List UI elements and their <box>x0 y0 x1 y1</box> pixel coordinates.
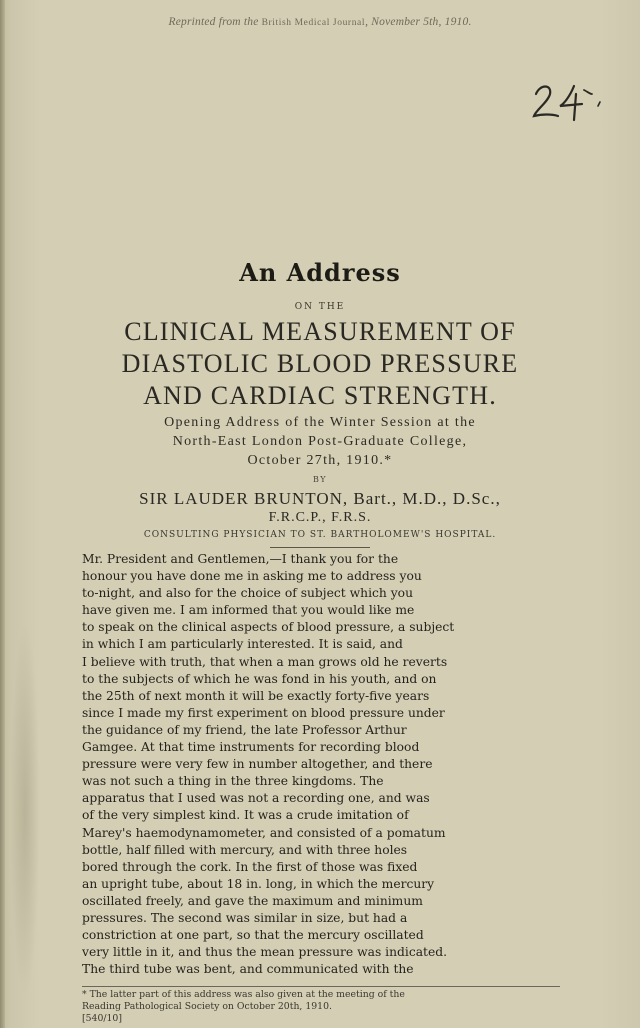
body-line: The third tube was bent, and communicated with the <box>82 962 414 977</box>
footnote-code: [540/10] <box>82 1013 122 1025</box>
address-heading: An Address <box>239 258 401 287</box>
divider-rule <box>270 547 370 548</box>
subtitle-line: North-East London Post-Graduate College, <box>172 434 468 449</box>
body-line: was not such a thing in the three kingdoms. The <box>82 774 384 789</box>
body-line: of the very simplest kind. It was a crude imitation of <box>82 808 409 823</box>
body-line: pressures. The second was similar in size, but had a <box>82 910 408 925</box>
body-line: to speak on the clinical aspects of blood pressure, a subject <box>82 620 455 635</box>
paper-stain <box>10 620 40 1000</box>
body-line: I believe with truth, that when a man grows old he reverts <box>82 654 448 669</box>
body-line: apparatus that I used was not a recording one, and was <box>82 791 430 806</box>
body-line: since I made my first experiment on blood pressure under <box>82 705 445 720</box>
body-line: Mr. President and Gentlemen,—I thank you for the <box>82 552 399 566</box>
by-label: BY <box>312 475 328 484</box>
body-line: the 25th of next month it will be exactly forty-five years <box>82 688 430 703</box>
author-name: SIR LAUDER BRUNTON, Bart., M.D., D.Sc., <box>139 489 501 508</box>
main-title: CLINICAL MEASUREMENT OF DIASTOLIC BLOOD PRESSURE AND CARDIAC STRENGTH. <box>121 317 519 410</box>
author-credentials: F.R.C.P., F.R.S. <box>268 510 372 525</box>
body-line: bored through the cork. In the first of those was fixed <box>82 859 418 874</box>
body-line: constriction at one part, so that the mercury oscillated <box>82 928 424 943</box>
author-position: CONSULTING PHYSICIAN TO ST. BARTHOLOMEW'S HOSPITAL. <box>143 530 497 540</box>
on-the-label: ON THE <box>294 302 346 312</box>
subtitle-line: Opening Address of the Winter Session at the <box>164 415 476 430</box>
subtitle-line: October 27th, 1910.* <box>247 453 393 468</box>
body-line: bottle, half filled with mercury, and with three holes <box>82 842 408 857</box>
footnote-line: Reading Pathological Society on October 20th, 1910. <box>82 1001 332 1013</box>
body-line: pressure were very few in number altogether, and there <box>82 757 433 772</box>
body-line: an upright tube, about 18 in. long, in which the mercury <box>82 876 435 891</box>
reprint-header <box>0 16 640 28</box>
footnote-divider <box>82 986 560 987</box>
handwritten-mark-24 <box>530 80 610 126</box>
body-line: to the subjects of which he was fond in his youth, and on <box>82 671 437 686</box>
subtitle <box>100 413 540 470</box>
body-line: the guidance of my friend, the late Professor Arthur <box>82 722 407 737</box>
body-line: have given me. I am informed that you would like me <box>82 603 415 618</box>
footnote-line: * The latter part of this address was also given at the meeting of the <box>82 989 405 1000</box>
body-line: very little in it, and thus the mean pressure was indicated. <box>82 945 448 960</box>
footnote <box>82 989 560 1026</box>
body-line: to-night, and also for the choice of subject which you <box>82 586 413 601</box>
body-line: oscillated freely, and gave the maximum and minimum <box>82 893 423 908</box>
header-suffix: , November 5th, 1910. <box>365 16 472 28</box>
body-line: in which I am particularly interested. It is said, and <box>82 637 403 652</box>
header-journal: British Medical Journal <box>261 18 366 28</box>
body-line: Gamgee. At that time instruments for recording blood <box>82 740 420 755</box>
body-line: Marey's haemodynamometer, and consisted of a pomatum <box>82 825 446 840</box>
body-text <box>82 551 560 978</box>
header-prefix: Reprinted from the <box>168 16 262 28</box>
body-line: honour you have done me in asking me to address you <box>82 569 422 584</box>
